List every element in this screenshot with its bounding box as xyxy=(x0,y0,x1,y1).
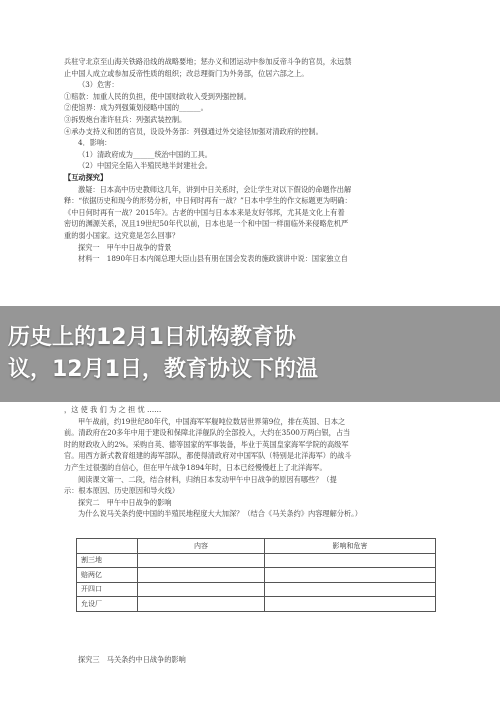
table-cell xyxy=(265,568,436,583)
table-cell xyxy=(265,597,436,612)
table-cell xyxy=(138,568,265,583)
banner-title-line-2: 议，12月1日，教育协议下的温 xyxy=(8,357,318,382)
banner-title-line-1: 历史上的12月1日机构教育协 xyxy=(8,325,296,350)
document-text-tail xyxy=(64,654,444,666)
text-line: 重的弱小国家。这究竟是怎么回事？ xyxy=(64,230,180,240)
title-banner xyxy=(0,306,500,402)
text-line: 时的财政收入的2%。采购自英、德等国家的军事装备，毕业于英国皇家海军学院的高级军 xyxy=(64,439,349,449)
text-line: 兵驻守北京至山海关铁路沿线的战略要地；惩办义和团运动中参加反帝斗争的官员，永远禁 xyxy=(64,57,352,66)
text-line: 阅读课文第一、二段，结合材料，归纳日本发动甲午中日战争的原因有哪些？（提 xyxy=(78,474,337,484)
table-row-label: 赔两亿 xyxy=(77,568,138,583)
text-line: ③拆毁炮台准许驻兵：列强武装控制。 xyxy=(64,114,187,124)
table-header-row xyxy=(77,539,436,554)
table-header-cell xyxy=(77,539,138,554)
text-line: 4．影响： xyxy=(78,138,112,148)
text-line: 探究二 甲午中日战争的影响 xyxy=(78,497,172,507)
text-line: 释：“依据历史和现今的形势分析，中日何时再有一战？”日本中学生的作文标题更为明确： xyxy=(64,196,352,206)
text-line: 示：根本原因、历史原因和导火线） xyxy=(64,486,180,496)
text-line: （3）危害： xyxy=(78,80,119,90)
table-row xyxy=(77,582,436,597)
document-text-lower xyxy=(64,404,444,520)
text-line: ④承办支持义和团的官员，设设外务部：列强通过外交途径加强对清政府的控制。 xyxy=(64,126,323,136)
text-line: 材料一 1890年日本内阁总理大臣山县有朋在国会发表的施政演讲中说：国家独立自 xyxy=(78,254,348,264)
text-line: 为什么说马关条约使中国的半殖民地程度大大加深？（结合《马关条约》内容理解分析。） xyxy=(78,509,362,519)
text-line: 探究三 马关条约中日战争的影响 xyxy=(78,655,186,664)
text-line: ，这 使 我 们 为 之 担 忧 …… xyxy=(64,405,162,414)
text-line: 前。清政府在20多年中用于建设和保障北洋舰队的全部投入，大约在3500万两白银，占当 xyxy=(64,428,351,438)
table-row-label: 开四口 xyxy=(77,582,138,597)
table-row-label: 割三地 xyxy=(77,553,138,568)
text-line: 官。用西方新式教育组建的海军部队，都使得清政府对中国军队（特别是北洋海军）的战斗 xyxy=(64,451,352,461)
treaty-table xyxy=(76,538,436,612)
table-cell xyxy=(265,582,436,597)
text-line: （2）中国完全陷入半殖民地半封建社会。 xyxy=(78,161,212,171)
table-cell xyxy=(138,597,265,612)
text-line: 甲午战前，约19世纪80年代，中国海军军舰吨位数居世界第9位，排在英国、日本之 xyxy=(78,416,346,426)
text-line: 激疑：日本高中历史教师这几年，讲到中日关系时，会让学生对以下假设的命题作出解 xyxy=(78,184,352,194)
table-cell xyxy=(138,582,265,597)
table-row-label: 允设厂 xyxy=(77,597,138,612)
table-row xyxy=(77,553,436,568)
table-header-cell: 内容 xyxy=(138,539,265,554)
table-header-cell: 影响和危害 xyxy=(265,539,436,554)
table-row xyxy=(77,597,436,612)
text-line: （1）清政府成为______统治中国的工具。 xyxy=(78,149,212,159)
text-line: 止中国人成立或参加反帝性质的组织；改总理衙门为外务部，位居六部之上。 xyxy=(64,68,309,78)
text-line: 力产生过很强的自信心，但在甲午战争1894年时，日本已经慢慢赶上了北洋海军。 xyxy=(64,462,327,472)
table-row xyxy=(77,568,436,583)
text-line: 《中日何时再有一战？2015年》。古老的中国与日本本来是友好邻邦，尤其是文化上有着 xyxy=(64,207,345,217)
document-text-top xyxy=(64,56,444,265)
table-cell xyxy=(138,553,265,568)
text-line: ②使馆界：成为列强策划侵略中国的______。 xyxy=(64,103,208,113)
table-cell xyxy=(265,553,436,568)
text-line: ①赔款：加重人民的负担，使中国财政收入受到列强控制。 xyxy=(64,91,251,101)
text-line: 【互动探究】 xyxy=(64,172,108,182)
text-line: 密切的渊源关系，况且19世纪50年代以前，日本也是一个和中国一样面临外来侵略危机严 xyxy=(64,219,349,229)
text-line: 探究一 甲午中日战争的背景 xyxy=(78,242,172,252)
